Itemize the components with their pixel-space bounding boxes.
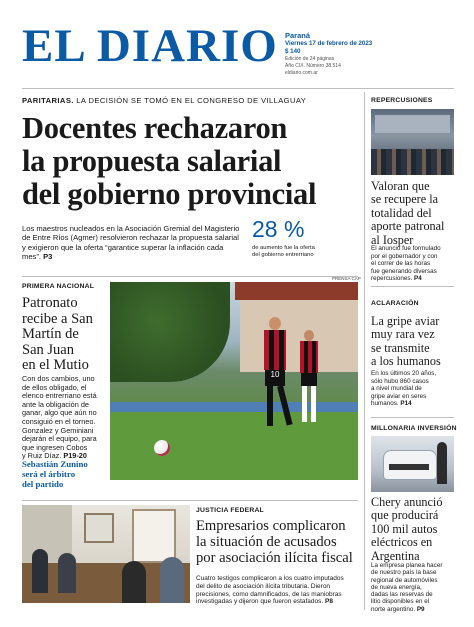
masthead-site: eldiario.com.ar bbox=[285, 70, 318, 76]
sports-tag: PRIMERA NACIONAL bbox=[22, 283, 95, 290]
sports-body-line: Con dos cambios, uno bbox=[22, 374, 95, 383]
photo-roof bbox=[235, 282, 358, 300]
sports-body-page[interactable]: P19-20 bbox=[61, 451, 87, 461]
main-lead bbox=[22, 224, 244, 261]
justice-headline-line: la situación de acusados bbox=[196, 533, 337, 550]
main-stat-value: 28 % bbox=[252, 216, 305, 242]
sports-headline-line: San Juan bbox=[22, 341, 74, 358]
sports-subhead[interactable] bbox=[22, 459, 88, 489]
photo-trees bbox=[110, 282, 230, 382]
right3-body-line: La empresa planea hacer bbox=[371, 562, 443, 569]
sports-body-line: ante la obligación de bbox=[22, 399, 89, 409]
right1-photo[interactable] bbox=[371, 109, 454, 175]
sports-body-line: elenco entrerriano está bbox=[22, 391, 97, 401]
right1-body-line: El anuncio fue formulado bbox=[371, 245, 441, 252]
masthead-price: $ 140 bbox=[285, 48, 301, 55]
right1-body-page[interactable]: P4 bbox=[412, 275, 422, 282]
right3-body-page[interactable]: P9 bbox=[415, 605, 425, 613]
masthead-issue: Año CIX. Número 38.514 bbox=[285, 63, 341, 69]
right1-headline-line: se recupere la bbox=[371, 192, 438, 207]
justice-headline-line: Empresarios complicaron bbox=[196, 518, 346, 534]
right1-body-line: por el gobernador y con bbox=[371, 252, 438, 260]
right2-body-line: a nivel mundial de bbox=[371, 385, 422, 392]
sports-body bbox=[22, 375, 97, 461]
masthead-city: Paraná bbox=[285, 31, 311, 40]
soccer-ball bbox=[154, 440, 170, 456]
main-kicker bbox=[22, 96, 306, 105]
justice-headline-line: por asociación ilícita fiscal bbox=[196, 549, 353, 566]
sports-body-line: ganar, algo que aún no bbox=[22, 408, 97, 418]
right2-body-line: sólo hubo 860 casos bbox=[371, 377, 429, 385]
right2-body bbox=[371, 370, 436, 408]
main-lead-text: Los maestros nucleados en la Asociación Gremial del Magisterio de Entre Ríos (Agmer) resolvieron rechazar la propuesta salarial y exigieron que la oferta “garantice superar la inflación cada mes”. bbox=[22, 224, 240, 261]
sports-bottom-rule bbox=[22, 500, 358, 501]
sports-headline[interactable] bbox=[22, 296, 93, 374]
main-headline-line: del gobierno provincial bbox=[22, 177, 317, 211]
right2-rule bbox=[371, 417, 454, 418]
main-headline[interactable] bbox=[22, 112, 316, 211]
right3-headline-line: 100 mil autos bbox=[371, 521, 438, 536]
justice-body-line: precisiones, como damnificados, de las maniobras bbox=[196, 590, 342, 598]
masthead-rule bbox=[22, 88, 454, 89]
justice-body-line: del delito de asociación ilícita tributaria. Dieron bbox=[196, 582, 331, 590]
main-stat-caption-line: de aumento fue la oferta bbox=[252, 245, 315, 251]
right1-headline-line: aporte patronal bbox=[371, 219, 445, 234]
right3-photo[interactable] bbox=[371, 436, 454, 492]
sports-headline-line: en el Mutio bbox=[22, 357, 89, 373]
right3-tag: MILLONARIA INVERSIÓN bbox=[371, 425, 457, 432]
right3-body-line bbox=[371, 606, 442, 613]
main-kicker-text: LA DECISIÓN SE TOMÓ EN EL CONGRESO DE VILLAGUAY bbox=[73, 96, 307, 105]
sports-body-line: dejarán el equipo, para bbox=[22, 434, 97, 444]
masthead-date: Viernes 17 de febrero de 2023 bbox=[285, 40, 373, 47]
sports-body-last: y Ruiz Díaz. bbox=[22, 451, 62, 461]
sports-photo[interactable] bbox=[110, 282, 358, 480]
sports-headline-line: recibe a San bbox=[22, 310, 93, 327]
right1-rule bbox=[371, 286, 454, 287]
player-second bbox=[298, 330, 320, 425]
photo-fence bbox=[110, 402, 358, 412]
main-headline-line: la propuesta salarial bbox=[22, 144, 282, 178]
justice-body-line bbox=[196, 598, 344, 606]
right3-body-line: de nuestro país la base bbox=[371, 569, 437, 577]
right1-body bbox=[371, 245, 441, 283]
right3-body-line: de nueva energía, bbox=[371, 583, 422, 591]
sports-headline-line: Patronato bbox=[22, 295, 78, 311]
main-kicker-label: PARITARIAS. bbox=[22, 96, 74, 105]
right3-headline-line: Argentina bbox=[371, 548, 420, 563]
justice-body-line: Cuatro testigos complicaron a los cuatro imputados bbox=[196, 575, 344, 582]
right3-body-line: litio disponibles en el bbox=[371, 598, 430, 606]
sports-headline-line: Martín de bbox=[22, 326, 79, 342]
masthead-pages: Edición de 24 páginas bbox=[285, 56, 335, 62]
right2-headline[interactable] bbox=[371, 315, 441, 369]
masthead-info bbox=[285, 31, 380, 77]
right1-headline-line: Valoran que bbox=[371, 179, 430, 193]
main-stat-caption-line: del gobierno entrerriano bbox=[252, 252, 314, 258]
sports-body-line: de ellos obligado, el bbox=[22, 382, 87, 392]
right3-headline-line: que producirá bbox=[371, 508, 439, 523]
main-stat-caption bbox=[252, 245, 315, 259]
right2-headline-line: La gripe aviar bbox=[371, 314, 440, 328]
masthead-logo: EL DIARIO bbox=[22, 20, 278, 72]
justice-body bbox=[196, 575, 344, 606]
right1-body-line: fue generando diversas bbox=[371, 267, 437, 275]
right2-headline-line: se transmite bbox=[371, 340, 430, 355]
right3-body bbox=[371, 562, 442, 613]
sports-subhead-line: del partido bbox=[22, 479, 64, 489]
main-bottom-rule bbox=[22, 276, 358, 277]
right3-body-line: regional de automóviles bbox=[371, 576, 438, 584]
right2-body-page[interactable]: P14 bbox=[398, 400, 412, 407]
main-lead-page[interactable]: P3 bbox=[40, 251, 53, 261]
right1-headline-line: totalidad del bbox=[371, 205, 432, 220]
player-main bbox=[260, 317, 290, 432]
right2-body-line: gripe aviar en seres bbox=[371, 392, 427, 400]
sports-subhead-line: Sebastián Zunino bbox=[22, 459, 88, 469]
photo-grass bbox=[110, 412, 358, 480]
right2-body-last: humanos. bbox=[371, 400, 399, 407]
right1-body-line: el correr de las horas bbox=[371, 260, 431, 267]
sports-body-line: Gonzalez y Geminiani bbox=[22, 425, 94, 435]
sports-body-line: consiguió en el torneo. bbox=[22, 416, 96, 426]
right2-body-line bbox=[371, 400, 436, 408]
right1-body-last: repercusiones. bbox=[371, 275, 413, 282]
column-divider bbox=[364, 92, 365, 610]
right2-tag: ACLARACIÓN bbox=[371, 300, 419, 307]
right2-headline-line: a los humanos bbox=[371, 354, 441, 369]
justice-body-last: investigadas y dijeron que fueron estafados. bbox=[196, 598, 324, 606]
justice-body-page[interactable]: P8 bbox=[323, 598, 333, 606]
sports-subhead-line: será el árbitro bbox=[22, 469, 76, 479]
main-headline-line: Docentes rechazaron bbox=[22, 111, 288, 145]
right3-headline-line: Chery anunció bbox=[371, 495, 443, 509]
right3-headline-line: eléctricos en bbox=[371, 535, 433, 550]
sports-photo-credit: PRENSA CAP bbox=[332, 276, 361, 281]
right3-body-line: dadas las reservas de bbox=[371, 591, 433, 599]
justice-headline[interactable] bbox=[196, 519, 353, 566]
player-number: 10 bbox=[265, 370, 285, 386]
justice-tag: JUSTICIA FEDERAL bbox=[196, 507, 264, 514]
right2-headline-line: muy rara vez bbox=[371, 327, 435, 342]
sports-body-line: que ingresen Cobos bbox=[22, 442, 88, 452]
justice-photo[interactable] bbox=[22, 505, 190, 603]
right1-tag: REPERCUSIONES bbox=[371, 97, 433, 104]
right2-body-line: En los últimos 20 años, bbox=[371, 370, 437, 377]
right3-body-last: norte argentino. bbox=[371, 605, 416, 613]
right1-headline-line: al Iosper bbox=[371, 232, 414, 247]
right3-headline[interactable] bbox=[371, 496, 442, 563]
right1-headline[interactable] bbox=[371, 180, 444, 247]
right1-body-line bbox=[371, 275, 441, 283]
